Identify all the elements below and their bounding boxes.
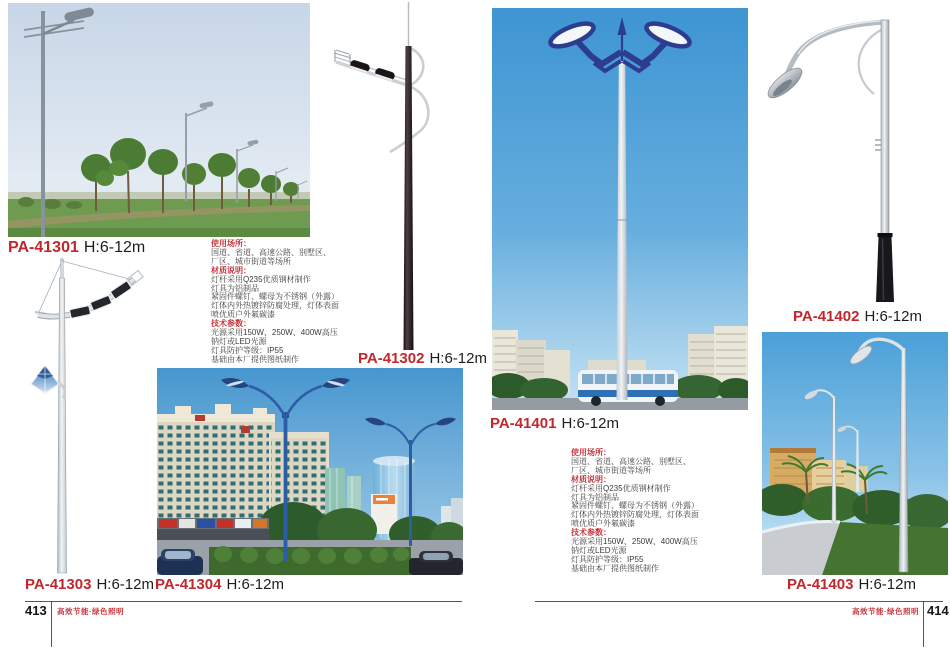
desc-line: 灯具为铝制品	[211, 283, 259, 293]
page-number-right: 414	[927, 603, 949, 618]
description-block-right	[571, 449, 731, 574]
desc-line: 灯杆采用Q235优质钢材制作	[571, 483, 671, 493]
desc-line: 钠灯或LED光源	[571, 545, 627, 555]
product-label-pa41304	[155, 577, 284, 593]
product-code: PA-41301	[8, 239, 79, 256]
product-code: PA-41304	[155, 576, 222, 593]
desc-line: 灯体内外热镀锌防腐处理，灯体表面	[211, 301, 339, 311]
footer-slogan-left: 高效节能·绿色照明	[57, 607, 124, 616]
desc-line: 灯具为铝制品	[571, 492, 619, 502]
description-block-left	[211, 240, 371, 365]
footer-divider-left	[51, 601, 52, 647]
photo-pa-41403	[762, 332, 948, 575]
product-code: PA-41403	[787, 576, 854, 593]
product-spec: H:6-12m	[429, 350, 487, 367]
footer-slogan-right: 高效节能·绿色照明	[852, 607, 919, 616]
photo-pa-41301	[8, 3, 310, 237]
product-spec: H:6-12m	[858, 576, 916, 593]
product-spec: H:6-12m	[96, 576, 154, 593]
desc-line: 灯杆采用Q235优质钢材制作	[211, 274, 311, 284]
product-label-pa41402	[793, 309, 922, 325]
desc-line: 光源采用150W、250W、400W高压	[571, 537, 698, 547]
desc-line: 喷优质户外氟碳漆	[211, 310, 275, 320]
product-code: PA-41401	[490, 415, 557, 432]
desc-line: 灯具防护等级：IP55	[211, 345, 284, 355]
product-code: PA-41303	[25, 576, 92, 593]
render-pa-41402	[755, 12, 947, 304]
desc-line: 基础由本厂提供图纸制作	[211, 354, 299, 364]
product-label-pa41302	[358, 351, 487, 367]
footer-divider-right	[923, 601, 924, 647]
desc-line: 钠灯或LED光源	[211, 336, 267, 346]
product-spec: H:6-12m	[561, 415, 619, 432]
usage-header: 使用场所：	[571, 448, 611, 457]
material-header: 材质说明：	[211, 265, 251, 275]
footer-rule-left	[25, 601, 462, 602]
page-number-left: 413	[25, 603, 47, 618]
desc-line: 喷优质户外氟碳漆	[571, 519, 635, 529]
footer-rule-right	[535, 601, 943, 602]
desc-line: 紧固件螺钉、螺母为不锈钢（外露）	[211, 292, 339, 302]
desc-line: 紧固件螺钉、螺母为不锈钢（外露）	[571, 501, 699, 511]
tech-header: 技术参数：	[571, 528, 611, 538]
desc-line: 基础由本厂提供图纸制作	[571, 563, 659, 573]
product-label-pa41303	[25, 577, 154, 593]
desc-line: 灯具防护等级：IP55	[571, 554, 644, 564]
desc-line: 国道、省道、高速公路、别墅区、	[571, 456, 691, 466]
material-header: 材质说明：	[571, 474, 611, 484]
photo-pa-41401	[492, 8, 748, 410]
photo-pa-41304	[157, 368, 463, 575]
product-spec: H:6-12m	[226, 576, 284, 593]
usage-header: 使用场所：	[211, 239, 251, 248]
desc-line: 灯体内外热镀锌防腐处理，灯体表面	[571, 510, 699, 520]
render-pa-41303	[5, 248, 155, 575]
product-spec: H:6-12m	[864, 308, 922, 325]
desc-line: 国道、省道、高速公路、别墅区、	[211, 247, 331, 257]
tech-header: 技术参数：	[211, 319, 251, 329]
desc-line: 厂区、城市街道等场所	[571, 465, 651, 475]
product-code: PA-41302	[358, 350, 425, 367]
product-label-pa41401	[490, 416, 619, 432]
desc-line: 厂区、城市街道等场所	[211, 256, 291, 266]
product-label-pa41301	[8, 240, 145, 256]
product-label-pa41403	[787, 577, 916, 593]
product-spec: H:6-12m	[83, 239, 146, 256]
desc-line: 光源采用150W、250W、400W高压	[211, 328, 338, 338]
product-code: PA-41402	[793, 308, 860, 325]
